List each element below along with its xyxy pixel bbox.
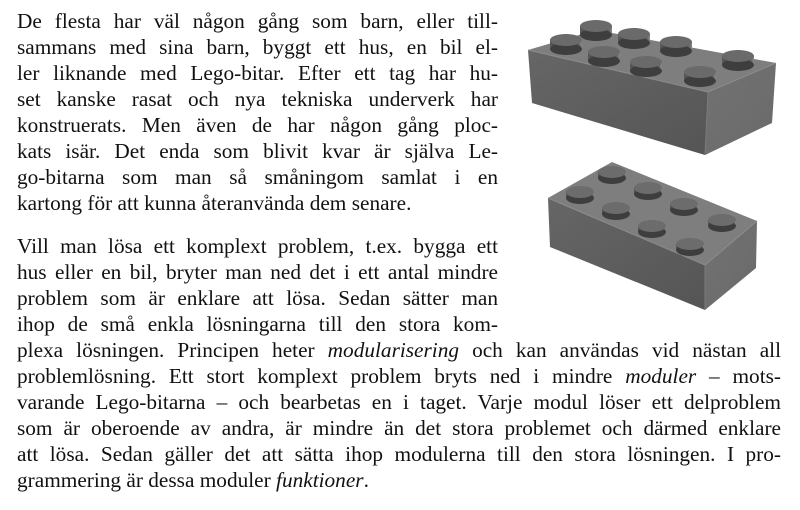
text-line [17, 337, 781, 363]
text-run: . [363, 468, 369, 492]
text-run: plexa lösningen. Principen heter [17, 338, 328, 362]
emphasis-term: funktioner [276, 468, 364, 492]
lego-brick-top [528, 20, 776, 155]
text-line: sammans med sina barn, byggt ett hus, en bil el- [17, 35, 498, 59]
emphasis-term: moduler [625, 364, 697, 388]
text-line: Vill man lösa ett komplext problem, t.ex. bygga ett [17, 234, 498, 258]
text-run: och kan användas vid nästan all [459, 338, 781, 362]
text-line: att lösa. Sedan gäller det att sätta ihop modulerna till den stora lösningen. I pro- [17, 442, 781, 466]
text-line: varande Lego-bitarna – och bearbetas en i taget. Varje modul löser ett delproblem [17, 390, 781, 414]
text-line: go-bitarna som man så småningom samlat i en [17, 165, 498, 189]
text-line: kats isär. Det enda som blivit kvar är själva Le- [17, 139, 498, 163]
text-run: grammering är dessa moduler [17, 468, 277, 492]
text-run: – mots- [696, 364, 782, 388]
text-line: ihop de små enkla lösningarna till den stora kom- [17, 312, 498, 336]
lego-brick-bottom [548, 162, 757, 310]
text-line: hus eller en bil, bryter man ned det i ett antal mindre [17, 260, 498, 284]
text-line: De flesta har väl någon gång som barn, eller till- [17, 9, 498, 33]
text-line: problem som är enklare att lösa. Sedan sätter man [17, 286, 498, 310]
text-line [17, 363, 781, 389]
text-line [17, 467, 781, 493]
lego-bricks-figure [510, 0, 800, 330]
text-line: ler liknande med Lego-bitar. Efter ett tag har hu- [17, 61, 498, 85]
text-line: som är oberoende av andra, är mindre än det stora problemet och därmed enklare [17, 416, 781, 440]
text-line: kartong för att kunna återanvända dem senare. [17, 191, 412, 215]
text-line: set kanske rasat och nya tekniska underverk har [17, 87, 498, 111]
emphasis-term: modularisering [327, 338, 460, 362]
text-run: problemlösning. Ett stort komplext problem bryts ned i mindre [17, 364, 626, 388]
text-line: konstruerats. Men även de har någon gång ploc- [17, 113, 498, 137]
